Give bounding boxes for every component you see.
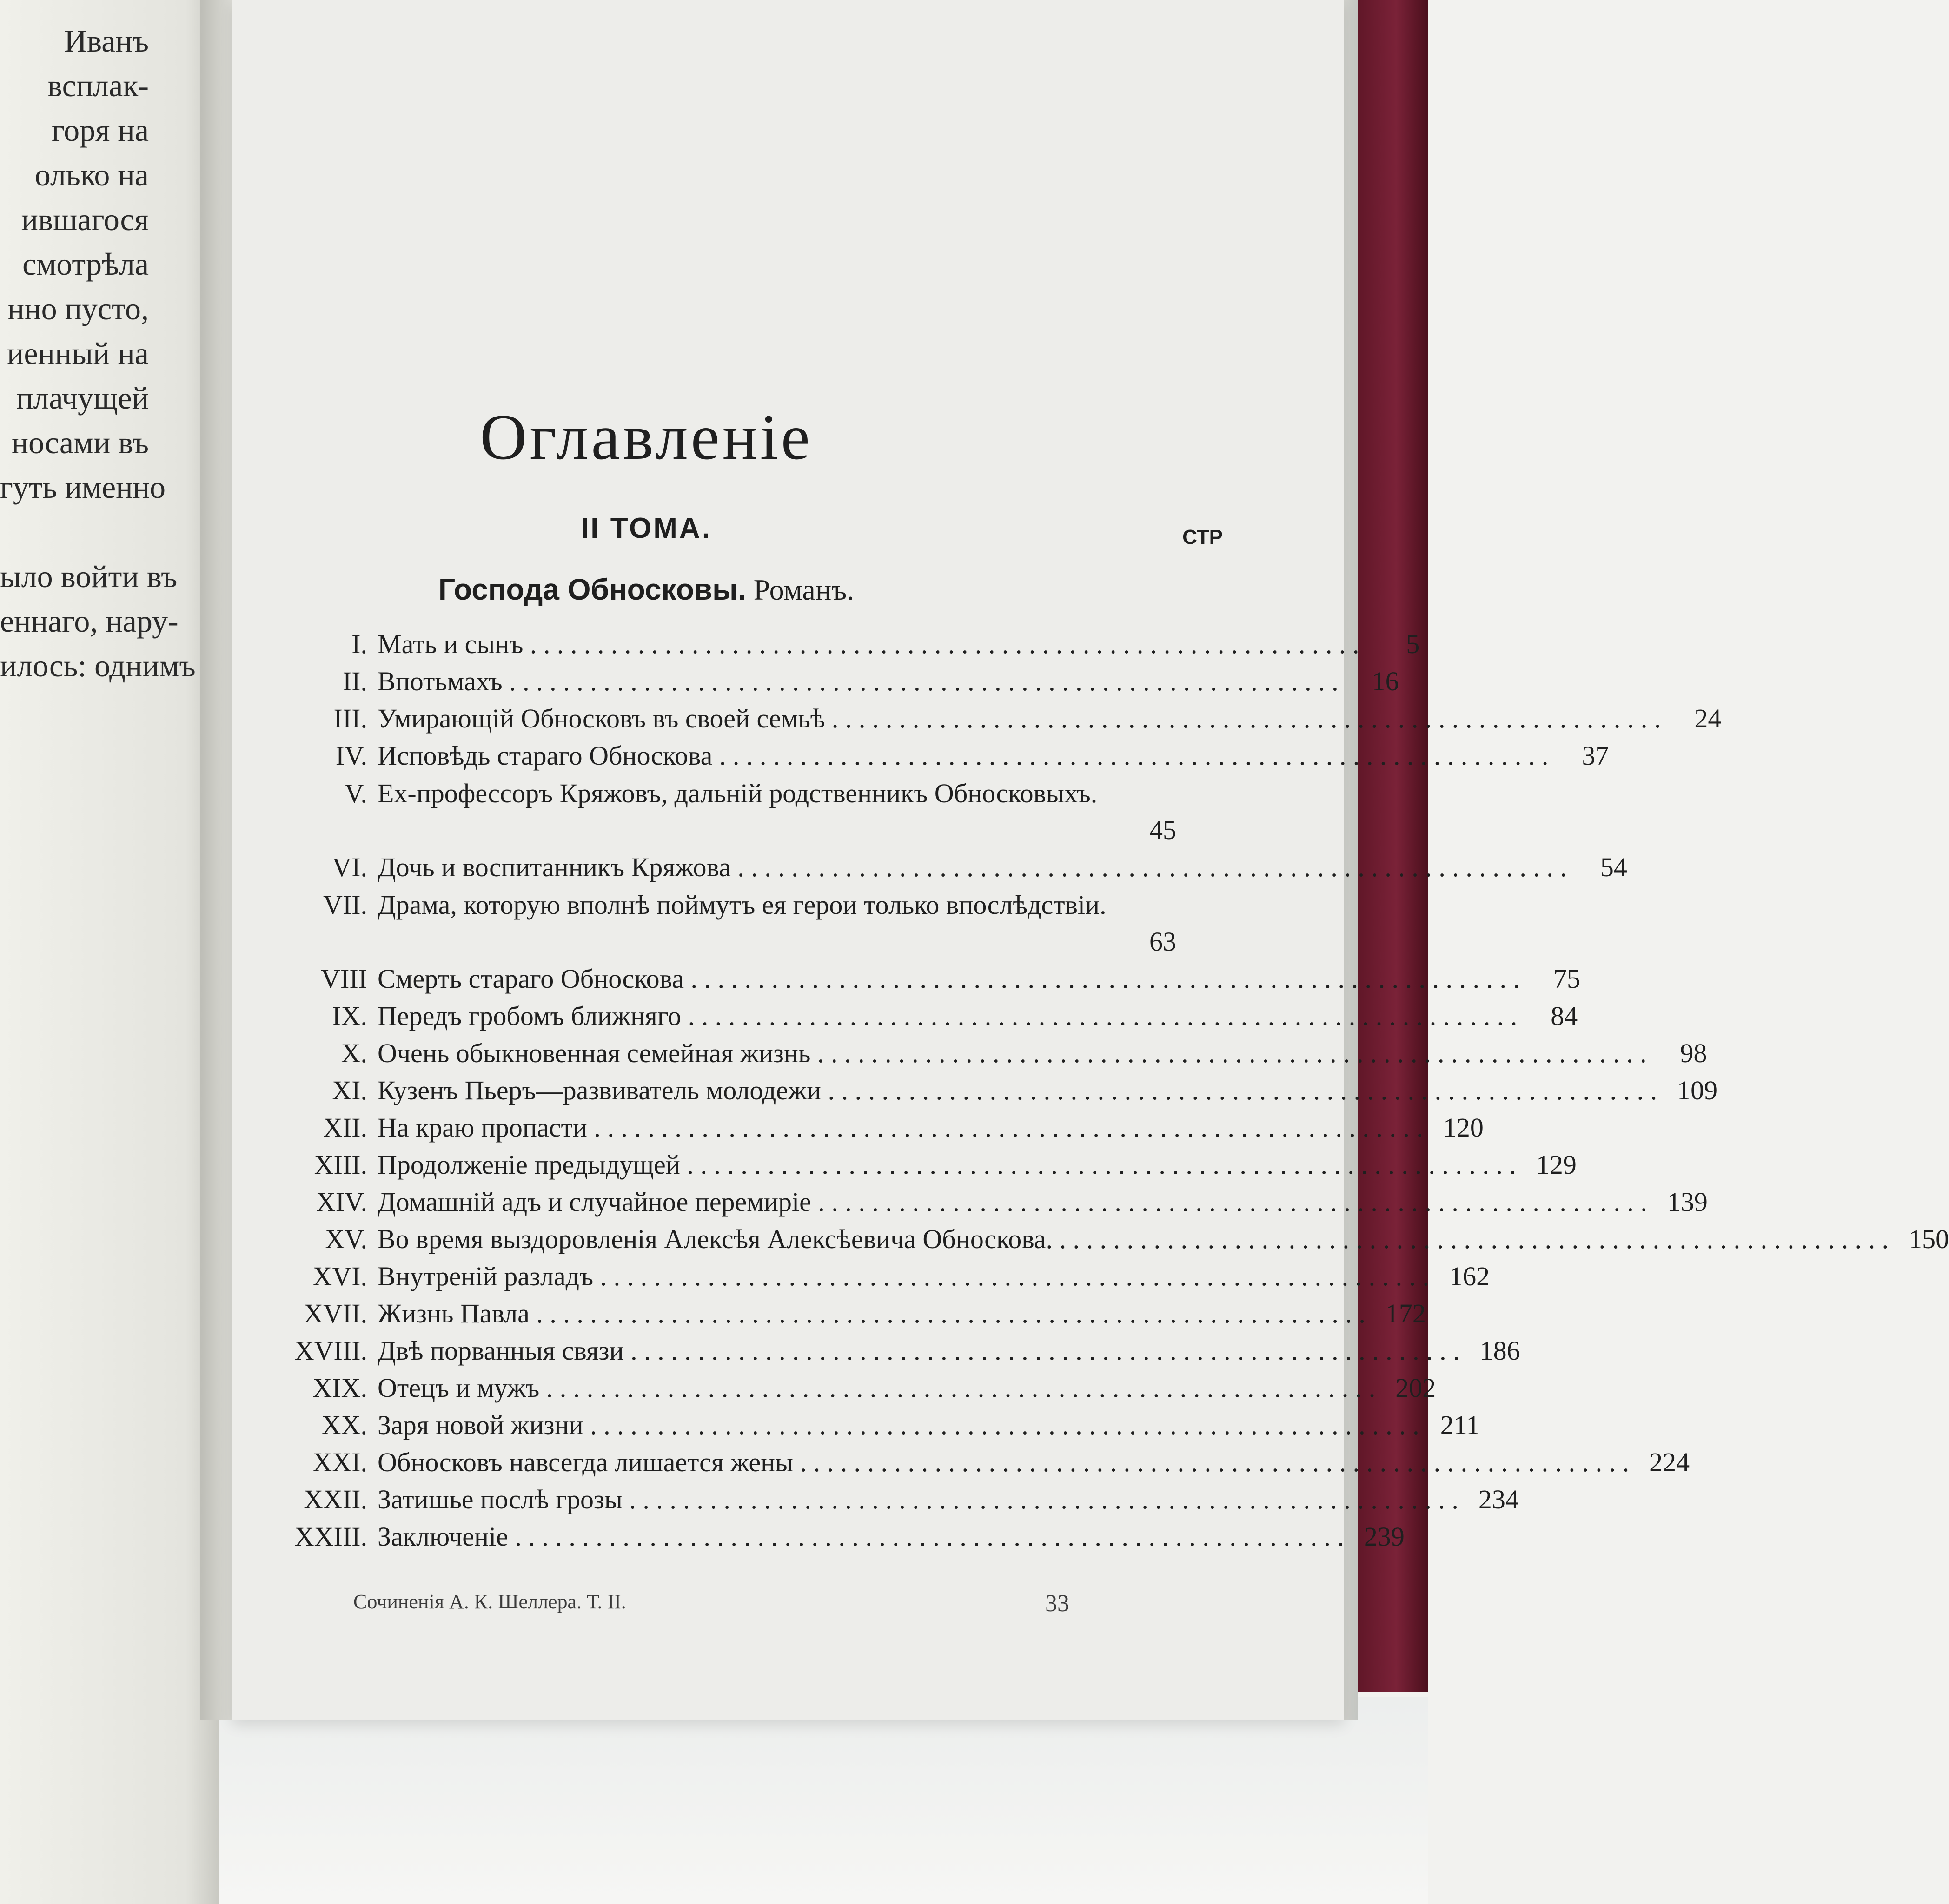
toc-entry-page: 37: [1582, 740, 1609, 771]
section-title-name: Господа Обносковы.: [438, 573, 746, 606]
toc-entry-title: Очень обыкновенная семейная жизнь . . .: [378, 1035, 1646, 1072]
toc-entry-page: 98: [1680, 1038, 1707, 1068]
left-page-line: ившагося: [21, 202, 149, 237]
toc-entry-title: Заключеніе . . .: [378, 1518, 1344, 1555]
toc-entry: [274, 1407, 1480, 1444]
toc-entry-title: Передъ гробомъ ближняго . . .: [378, 998, 1517, 1035]
toc-entry-number: XIX.: [312, 1373, 367, 1403]
toc-entry-number: XXIII.: [294, 1521, 367, 1552]
footer-signature: Сочиненія А. К. Шеллера. Т. II.: [353, 1590, 626, 1613]
left-page-line: плачущей: [16, 380, 149, 416]
toc-entry: [274, 1146, 1577, 1183]
toc-entry-title: Отецъ и мужъ . . .: [378, 1369, 1375, 1407]
toc-entry-page: 224: [1649, 1447, 1690, 1477]
toc-entry-number: XVII.: [304, 1298, 367, 1329]
left-page-line: горя на: [51, 112, 149, 148]
toc-entry-number: XV.: [325, 1224, 367, 1254]
toc-entry-title: Умирающій Обносковъ въ своей семьѣ . . .: [378, 700, 1661, 737]
volume-label: II ТОМА.: [581, 512, 712, 544]
toc-entry: [274, 1109, 1484, 1146]
toc-entry-title: Жизнь Павла . . .: [378, 1295, 1366, 1332]
toc-entry-title: Смерть стараго Обноскова . . .: [378, 960, 1520, 998]
toc-entry: [274, 886, 1176, 960]
section-title-genre: Романъ.: [753, 573, 855, 606]
toc-entry-page: 172: [1385, 1298, 1426, 1329]
toc-entry-page: 234: [1478, 1484, 1519, 1514]
toc-entry: [274, 774, 1176, 849]
toc-entry-title: Обносковъ навсегда лишается жены . . .: [378, 1444, 1629, 1481]
toc-entry-title: Продолженіе предыдущей . . .: [378, 1146, 1516, 1183]
toc-entry-page: 211: [1440, 1410, 1480, 1440]
toc-entry-number: XI.: [332, 1075, 367, 1105]
toc-entry-number: II.: [342, 666, 367, 696]
page-column-header: СТР: [1182, 526, 1223, 549]
toc-entry-page: 109: [1677, 1075, 1718, 1105]
toc-entry-title: Впотьмахъ . . .: [378, 663, 1339, 700]
left-page-line: нно пусто,: [7, 291, 149, 326]
toc-entry-number: IV.: [335, 740, 367, 771]
toc-entry-title: Ех-профессоръ Кряжовъ, дальній родственникъ Обносковыхъ.: [378, 778, 1098, 808]
toc-entry: [274, 663, 1399, 700]
toc-entry: [274, 1481, 1519, 1518]
toc-entry-number: III.: [333, 703, 367, 734]
left-page-line: всплак-: [47, 68, 149, 103]
toc-entry-number: X.: [341, 1038, 367, 1068]
toc-entry: [274, 1183, 1708, 1221]
toc-entry: [274, 1369, 1436, 1407]
section-title: [274, 572, 1018, 607]
toc-entry-number: XIV.: [316, 1187, 367, 1217]
toc-entry-number: V.: [345, 778, 367, 808]
toc-entry-page: 139: [1667, 1187, 1708, 1217]
toc-entry: [274, 1258, 1490, 1295]
toc-entry-number: XVIII.: [294, 1335, 367, 1366]
toc-entry-title: На краю пропасти . . .: [378, 1109, 1423, 1146]
toc-entry: [274, 998, 1578, 1035]
toc-entry-title: Кузенъ Пьеръ—развиватель молодежи . . .: [378, 1072, 1657, 1109]
left-page-line: олько на: [34, 157, 149, 192]
toc-entry-page: 54: [1600, 852, 1627, 882]
toc-entry: [274, 700, 1722, 737]
left-page-line: [0, 509, 149, 554]
footer-sheet-number: 33: [1045, 1590, 1069, 1617]
toc-entry-title: Внутреній разладъ . . .: [378, 1258, 1429, 1295]
toc-entry-page: 45: [1149, 815, 1176, 845]
toc-entry-number: VII.: [323, 890, 367, 920]
toc-list: [274, 626, 1949, 1555]
toc-entry: [274, 1332, 1520, 1369]
toc-entry-number: XVI.: [312, 1261, 367, 1291]
left-page: [0, 0, 219, 1904]
toc-entry: [274, 1295, 1426, 1332]
toc-entry: [274, 1444, 1690, 1481]
left-page-line: ыло войти въ: [0, 559, 178, 594]
left-page-line: носами въ: [11, 425, 149, 460]
volume-heading-row: [274, 512, 1223, 568]
left-page-line: илось: однимъ: [0, 648, 196, 683]
toc-entry-title: Драма, которую вполнѣ поймутъ ея герои только впослѣдствіи.: [378, 890, 1107, 920]
toc-entry-number: XXI.: [312, 1447, 367, 1477]
left-page-line: гуть именно: [0, 469, 166, 505]
page-title: Оглавленіе: [480, 401, 813, 473]
left-page-line: Иванъ: [64, 23, 149, 59]
toc-entry-page: 186: [1479, 1335, 1520, 1366]
left-page-text: [0, 19, 196, 688]
toc-entry-number: VIII: [321, 964, 367, 994]
toc-entry-page: 5: [1406, 629, 1420, 659]
toc-entry: [274, 849, 1627, 886]
toc-entry-page: 162: [1449, 1261, 1490, 1291]
toc-entry-title: Двѣ порванныя связи . . .: [378, 1332, 1460, 1369]
toc-entry: [274, 960, 1581, 998]
toc-entry-number: VI.: [332, 852, 367, 882]
toc-entry: [274, 1221, 1949, 1258]
toc-entry: [274, 1518, 1405, 1555]
toc-entry-page: 63: [1149, 926, 1176, 957]
toc-entry: [274, 626, 1420, 663]
toc-entry-title: Домашній адъ и случайное перемиріе . . .: [378, 1183, 1647, 1221]
toc-entry-page: 150: [1909, 1224, 1949, 1254]
toc-entry-number: XIII.: [314, 1150, 367, 1180]
toc-entry-title: Мать и сынъ . . .: [378, 626, 1359, 663]
toc-entry-number: I.: [351, 629, 367, 659]
toc-entry: [274, 737, 1609, 774]
toc-entry-page: 120: [1443, 1112, 1484, 1143]
toc-entry-page: 239: [1364, 1521, 1405, 1552]
toc-entry-title: Заря новой жизни . . .: [378, 1407, 1419, 1444]
toc-entry: [274, 1072, 1718, 1109]
toc-entry-page: 129: [1536, 1150, 1577, 1180]
toc-entry-page: 202: [1395, 1373, 1436, 1403]
left-page-line: смотрѣла: [22, 246, 149, 282]
toc-entry-number: XXII.: [304, 1484, 367, 1514]
toc-entry-number: XX.: [321, 1410, 367, 1440]
left-page-line: иенный на: [7, 336, 149, 371]
toc-entry-page: 84: [1551, 1001, 1578, 1031]
toc-entry-number: XII.: [323, 1112, 367, 1143]
toc-entry-title: Во время выздоровленія Алексѣя Алексѣевича Обноскова. . . .: [378, 1221, 1889, 1258]
toc-entry-page: 16: [1372, 666, 1399, 696]
toc-entry-title: Дочь и воспитанникъ Кряжова . . .: [378, 849, 1567, 886]
toc-entry: [274, 1035, 1707, 1072]
toc-entry-title: Затишье послѣ грозы . . .: [378, 1481, 1458, 1518]
table-of-contents-page: [274, 400, 1949, 1555]
toc-entry-page: 75: [1553, 964, 1581, 994]
toc-entry-number: IX.: [332, 1001, 367, 1031]
toc-entry-title: Исповѣдь стараго Обноскова . . .: [378, 737, 1548, 774]
toc-entry-page: 24: [1694, 703, 1722, 734]
left-page-line: еннаго, нару-: [0, 603, 179, 639]
